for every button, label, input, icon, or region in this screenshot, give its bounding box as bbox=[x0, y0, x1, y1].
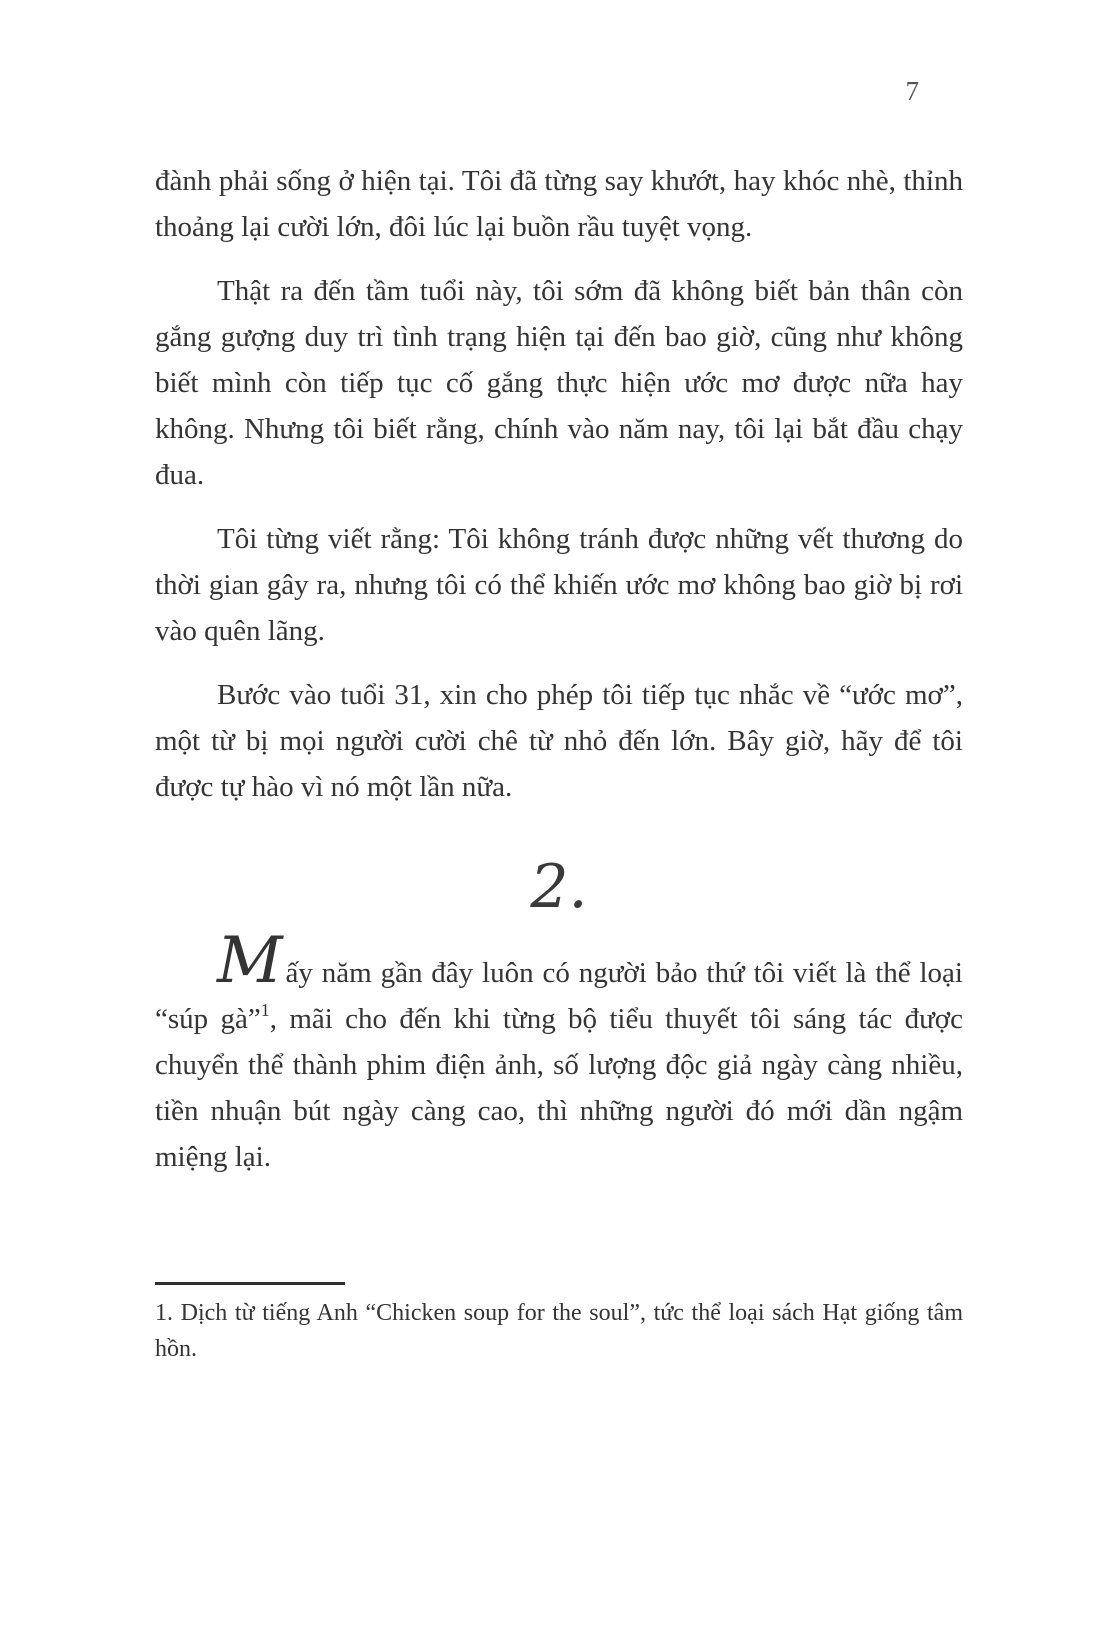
paragraph-2: Thật ra đến tầm tuổi này, tôi sớm đã không biết bản thân còn gắng gượng duy trì tình trạng hiện tại đến bao giờ, cũng như không biết mình còn tiếp tục cố gắng thực hiện ước mơ được nữa hay không. Nhưng tôi biết rằng, chính vào năm nay, tôi lại bắt đầu chạy đua. bbox=[155, 275, 963, 491]
paragraph-5-text-before-ref: ấy năm gần đây luôn có người bảo thứ tôi viết là thể loại “súp gà” bbox=[155, 957, 963, 1035]
footnote-ref: 1 bbox=[260, 1000, 270, 1020]
paragraph-3: Tôi từng viết rằng: Tôi không tránh được những vết thương do thời gian gây ra, nhưng tôi có thể khiến ước mơ không bao giờ bị rơi vào quên lãng. bbox=[155, 523, 963, 647]
paragraph-4: Bước vào tuổi 31, xin cho phép tôi tiếp tục nhắc về “ước mơ”, một từ bị mọi người cười chê từ nhỏ đến lớn. Bây giờ, hãy để tôi được tự hào vì nó một lần nữa. bbox=[155, 679, 963, 803]
paragraph-1: đành phải sống ở hiện tại. Tôi đã từng say khướt, hay khóc nhè, thỉnh thoảng lại cười lớn, đôi lúc lại buồn rầu tuyệt vọng. bbox=[155, 165, 963, 243]
footnote bbox=[155, 1282, 963, 1367]
paragraph-5-text-after-ref: , mãi cho đến khi từng bộ tiểu thuyết tôi sáng tác được chuyển thể thành phim điện ảnh, số lượng độc giả ngày càng nhiều, tiền nhuận bút ngày càng cao, thì những người đó mới dần ngậm miệng lại. bbox=[155, 1003, 963, 1173]
dropcap-letter: M bbox=[217, 924, 283, 998]
paragraph-5 bbox=[155, 924, 963, 1180]
footnote-divider bbox=[155, 1282, 345, 1285]
section-number: 2. bbox=[530, 852, 588, 922]
page-number: 7 bbox=[905, 76, 919, 106]
footnote-text: 1. Dịch từ tiếng Anh “Chicken soup for the soul”, tức thể loại sách Hạt giống tâm hồn. bbox=[155, 1300, 963, 1362]
